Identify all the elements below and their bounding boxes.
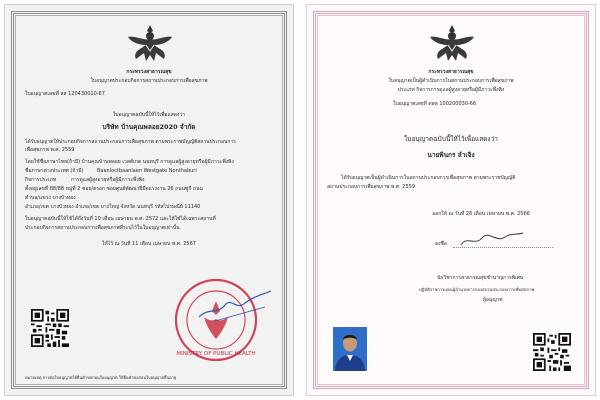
body-line: สถานประกอบการเพื่อสุขภาพ พ.ศ. 2559 xyxy=(327,184,416,190)
company-name: บริษัท บ้านคุณพลอย2020 จำกัด xyxy=(102,123,196,131)
body-line: ได้รับอนุญาตเป็นผู้ดำเนินการในสถานประกอบการเพื่อสุขภาพ ตามพระราชบัญญัติ xyxy=(341,175,516,181)
license-number: ใบอนุญาตเลขที่ ดสส 100200030-66 xyxy=(393,101,477,107)
foreign-name-value: Baanloctbaanlaen Westgate Nonthaburi xyxy=(97,168,197,174)
license-category: ประเภท กิจการการดูแลผู้สูงอายุหรือผู้มีภาวะพึ่งพิง xyxy=(397,87,505,93)
operator-license-certificate xyxy=(306,4,596,396)
licensee-photo xyxy=(333,327,367,371)
validity-line: ใบอนุญาตฉบับนี้ให้ใช้ได้ถึงวันที่ 10 เดือน เมษายน พ.ศ. 2572 และให้ใช้ได้เฉพาะสถานที่ xyxy=(25,216,216,222)
ministry-title: กระทรวงสาธารณสุข xyxy=(126,69,172,75)
body-line: เพื่อสุขภาพ พ.ศ. 2559 xyxy=(25,147,75,153)
business-type-value: การดูแลผู้สูงอายุหรือผู้มีภาวะพึ่งพิง xyxy=(71,177,145,183)
officer-title: นักวิชาการสาธารณสุขชำนาญการพิเศษ xyxy=(437,275,524,281)
qr-code xyxy=(533,333,571,371)
ministry-title: กระทรวงสาธารณสุข xyxy=(428,69,474,75)
body-line: โดยใช้ชื่อภาษาไทย(ถ้ามี) บ้านคุณบ้านพลอย เวสต์เกต นนทบุรี การดูแลผู้สูงอายุหรือผู้มีภาวะพึ่งพิง xyxy=(25,159,234,165)
signature-mark xyxy=(195,287,275,327)
license-heading: ใบอนุญาตประกอบกิจการสถานประกอบการเพื่อสุขภาพ xyxy=(90,78,208,84)
signature-label: ลงชื่อ xyxy=(435,241,447,247)
address-line: ตำบล/แขวง บางบัวทอง xyxy=(25,195,76,201)
certify-text: ใบอนุญาตฉบับนี้ให้ไว้เพื่อแสดงว่า xyxy=(112,112,186,118)
business-type-label: กิจการประเภท xyxy=(25,177,57,183)
licensor-label: ผู้อนุญาต xyxy=(483,297,503,303)
body-line: ได้รับอนุญาตให้ประกอบกิจการสถานประกอบการเพื่อสุขภาพ ตามพระราชบัญญัติสถานประกอบการ xyxy=(25,139,236,145)
officer-note: ปฏิบัติราชการแทนผู้อำนวยการกองสถานประกอบการเพื่อสุขภาพ xyxy=(419,287,535,292)
address-line: อำเภอ/เขต บางบัวทอง อำเภอ/เขต บางใหญ่ จังหวัด นนทบุรี รหัสไปรษณีย์ 11140 xyxy=(25,204,201,210)
address-line: ตั้งอยู่เลขที่ 88/88 หมู่ที่ 2 ซอย/ตรอก ซอยศูนย์พัฒนาฝีมือแรงงาน 26 ถนนซูกี่ ถนน xyxy=(25,186,203,192)
garuda-emblem xyxy=(428,23,476,65)
license-heading: ใบอนุญาตเป็นผู้ดำเนินการในสถานประกอบการเพื่อสุขภาพ xyxy=(388,78,514,84)
svg-text:MINISTRY OF PUBLIC HEALTH: MINISTRY OF PUBLIC HEALTH xyxy=(176,351,256,357)
license-number: ใบอนุญาตเลขที่ สส 120430010-67 xyxy=(25,91,105,97)
footer-note: หมายเหตุ การต่อใบอนุญาตให้ยื่นคำขอก่อนใบอนุญาต ให้ยื่นคำขอก่อนใบอนุญาตสิ้นอายุ xyxy=(25,375,177,380)
validity-line: ประกอบกิจการสถานประกอบการเพื่อสุขภาพที่ระบุไว้ในใบอนุญาตเท่านั้น xyxy=(25,225,180,231)
business-license-certificate xyxy=(4,4,294,396)
certify-text: ใบอนุญาตฉบับนี้ให้ไว้เพื่อแสดงว่า xyxy=(404,135,498,143)
issue-date: ออกให้ ณ วันที่ 26 เดือน เมษายน พ.ศ. 2566 xyxy=(432,211,530,217)
licensee-name: นายพินกร ลำเจิง xyxy=(427,151,475,159)
foreign-name-label: ชื่อภาษาต่างประเทศ (ถ้ามี) xyxy=(25,168,84,174)
garuda-emblem xyxy=(126,23,174,65)
issue-date: ให้ไว้ ณ วันที่ 11 เดือน เมษายน พ.ศ. 2567 xyxy=(102,241,196,247)
signature-mark xyxy=(457,227,527,251)
qr-code xyxy=(31,309,69,347)
